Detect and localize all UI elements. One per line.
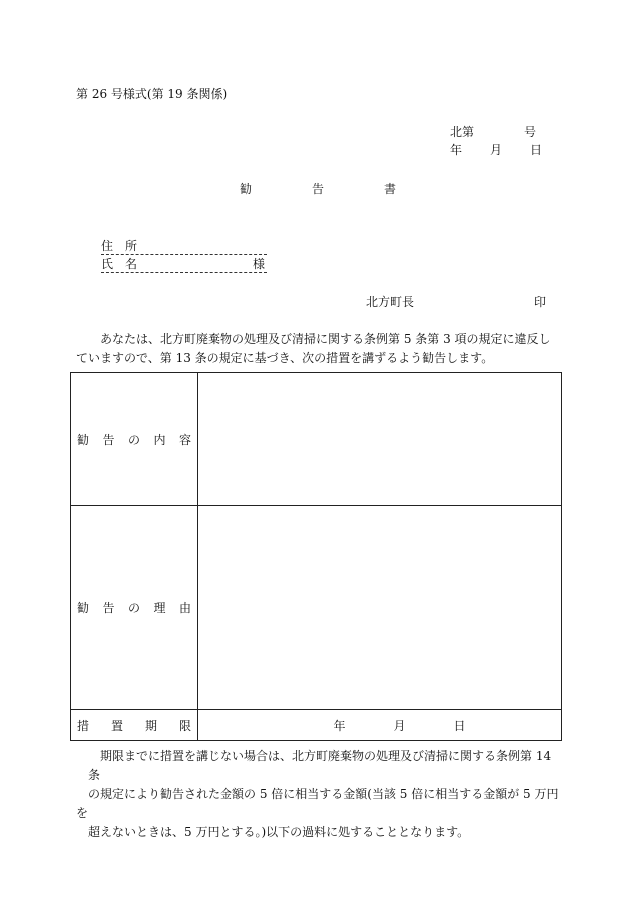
- issue-date-month: 月: [490, 143, 503, 157]
- reason-label-char-5: 由: [178, 601, 191, 615]
- title-char-1: 勧: [240, 182, 253, 196]
- deadline-label-char-4: 限: [178, 718, 191, 733]
- content-label-char-5: 容: [178, 432, 191, 447]
- deadline-label-char-3: 期: [144, 718, 157, 733]
- title-char-2: 告: [312, 182, 325, 196]
- recipient-name-line: [101, 255, 267, 273]
- reason-value-cell[interactable]: [198, 506, 562, 710]
- reason-label-char-1: 勧: [77, 601, 90, 615]
- issue-date: [450, 141, 542, 158]
- address-label-char-1: 住: [101, 239, 114, 253]
- address-label-char-2: 所: [125, 239, 138, 253]
- document-number-suffix: 号: [524, 125, 537, 139]
- penalty-line-1: 期限までに措置を講じない場合は、北方町廃棄物の処理及び清掃に関する条例第 14 条: [88, 749, 552, 782]
- table-row-reason: [71, 506, 562, 710]
- name-label-char-2: 名: [125, 257, 138, 271]
- deadline-label-char-1: 措: [77, 718, 90, 733]
- content-value-cell[interactable]: [198, 373, 562, 506]
- table-row-deadline: [71, 710, 562, 741]
- deadline-label-cell: [71, 710, 198, 741]
- document-number-prefix: 北第: [450, 125, 475, 139]
- issuer-title: 北方町長: [366, 295, 415, 309]
- penalty-paragraph: [76, 747, 560, 842]
- reason-label-char-3: の: [127, 601, 140, 615]
- document-title: [240, 180, 396, 197]
- reason-label-char-4: 理: [153, 601, 166, 615]
- issue-date-day: 日: [530, 143, 543, 157]
- penalty-line-2: の規定により勧告された金額の 5 倍に相当する金額(当該 5 倍に相当する金額が 5 万円を: [76, 787, 559, 820]
- address-label: [101, 239, 137, 253]
- form-id: 第 26 号様式(第 19 条関係): [76, 87, 228, 101]
- honorific: 様: [252, 257, 265, 271]
- document-number: [450, 123, 536, 140]
- content-label-char-1: 勧: [77, 432, 90, 447]
- content-label-char-3: の: [127, 432, 140, 447]
- content-label-char-4: 内: [153, 432, 166, 447]
- reason-label-char-2: 告: [102, 601, 115, 615]
- advice-table: [70, 372, 562, 741]
- deadline-label-char-2: 置: [110, 718, 123, 733]
- deadline-year: 年: [333, 718, 346, 733]
- deadline-month: 月: [393, 718, 406, 733]
- penalty-line-3: 超えないときは、5 万円とする。)以下の過料に処することとなります。: [88, 825, 470, 839]
- issue-date-year: 年: [450, 143, 463, 157]
- table-row-content: [71, 373, 562, 506]
- deadline-day: 日: [453, 718, 466, 733]
- intro-paragraph: あなたは、北方町廃棄物の処理及び清掃に関する条例第 5 条第 3 項の規定に違反していますので、第 13 条の規定に基づき、次の措置を講ずるよう勧告します。: [76, 332, 551, 365]
- content-label-cell: [71, 373, 198, 506]
- seal-mark: 印: [534, 295, 547, 309]
- content-label-char-2: 告: [102, 432, 115, 447]
- reason-label-cell: [71, 506, 198, 710]
- recipient-address-line: [101, 237, 267, 255]
- deadline-value-cell[interactable]: [198, 710, 562, 741]
- title-char-3: 書: [384, 182, 397, 196]
- name-label: [101, 257, 137, 271]
- name-label-char-1: 氏: [101, 257, 114, 271]
